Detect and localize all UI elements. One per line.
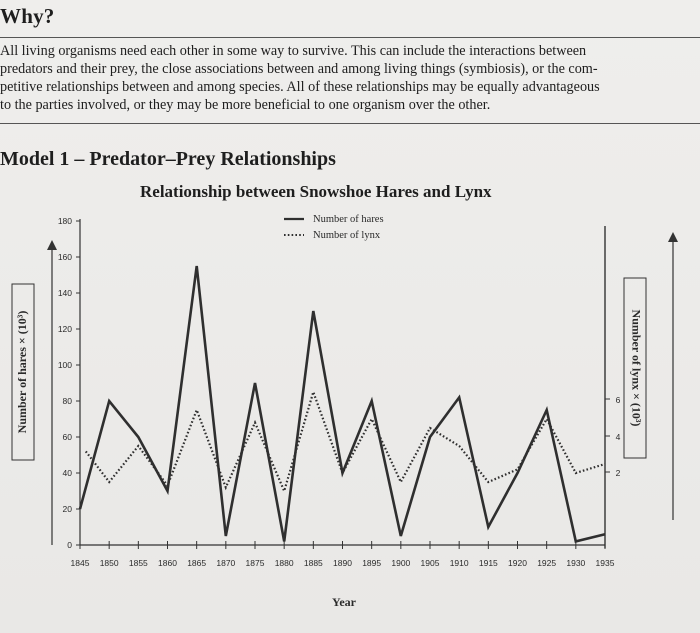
x-tick-label: 1930 bbox=[566, 558, 586, 568]
y-tick-label: 0 bbox=[67, 540, 72, 550]
x-tick-label: 1890 bbox=[333, 558, 352, 568]
right-axis-ticks bbox=[605, 395, 621, 478]
why-line: to the parties involved, or they may be more beneficial to one organism over the other. bbox=[0, 97, 491, 113]
y-tick-label: 80 bbox=[62, 396, 72, 406]
x-tick-label: 1925 bbox=[537, 558, 557, 568]
left-arrow-head bbox=[47, 240, 57, 250]
legend-lynx-label: Number of lynx bbox=[313, 230, 381, 241]
model-heading: Model 1 – Predator–Prey Relationships bbox=[0, 148, 336, 170]
x-tick-label: 1910 bbox=[449, 558, 469, 568]
x-tick-label: 1845 bbox=[70, 558, 90, 568]
x-tick-label: 1905 bbox=[420, 558, 440, 568]
right-tick-label: 4 bbox=[615, 432, 621, 442]
right-tick-label: 2 bbox=[615, 468, 621, 478]
y-tick-label: 180 bbox=[57, 216, 72, 226]
x-tick-label: 1850 bbox=[99, 558, 119, 568]
y-tick-label: 40 bbox=[62, 468, 72, 478]
y-tick-label: 60 bbox=[62, 432, 72, 442]
x-tick-label: 1865 bbox=[187, 558, 207, 568]
x-axis-label: Year bbox=[332, 595, 356, 609]
why-line: predators and their prey, the close associations between and among living things (symbiosis), or the com- bbox=[0, 61, 598, 77]
hares-series-line bbox=[80, 266, 605, 541]
x-tick-label: 1870 bbox=[216, 558, 236, 568]
chart-axes bbox=[47, 219, 678, 548]
y-tick-label: 140 bbox=[57, 288, 72, 298]
x-tick-label: 1920 bbox=[508, 558, 527, 568]
right-arrow-head bbox=[668, 232, 678, 242]
y-tick-label: 100 bbox=[57, 360, 72, 370]
y-tick-label: 120 bbox=[57, 324, 72, 334]
x-tick-label: 1880 bbox=[274, 558, 294, 568]
x-tick-label: 1875 bbox=[245, 558, 265, 568]
legend-hares-label: Number of hares bbox=[313, 214, 384, 225]
x-tick-label: 1885 bbox=[303, 558, 323, 568]
right-axis-label: Number of lynx × (10³) bbox=[629, 309, 644, 427]
y-tick-label: 160 bbox=[57, 252, 72, 262]
x-tick-label: 1935 bbox=[595, 558, 615, 568]
x-tick-label: 1860 bbox=[158, 558, 177, 568]
right-tick-label: 6 bbox=[615, 395, 621, 405]
y-tick-label: 20 bbox=[62, 504, 72, 514]
chart-legend bbox=[284, 214, 384, 241]
chart-title: Relationship between Snowshoe Hares and Lynx bbox=[140, 182, 492, 201]
why-heading: Why? bbox=[0, 4, 55, 28]
why-line: All living organisms need each other in some way to survive. This can include the interactions between bbox=[0, 43, 587, 59]
left-axis-label: Number of hares × (10³) bbox=[14, 310, 29, 434]
why-line: petitive relationships between and among species. All of these relationships may be equally advantageous bbox=[0, 79, 600, 95]
x-tick-label: 1915 bbox=[478, 558, 498, 568]
x-tick-label: 1900 bbox=[391, 558, 411, 568]
lynx-series-line bbox=[86, 392, 605, 491]
x-tick-label: 1895 bbox=[362, 558, 382, 568]
chart-series bbox=[79, 265, 606, 542]
x-tick-label: 1855 bbox=[128, 558, 148, 568]
y-axis-ticks bbox=[58, 216, 80, 550]
